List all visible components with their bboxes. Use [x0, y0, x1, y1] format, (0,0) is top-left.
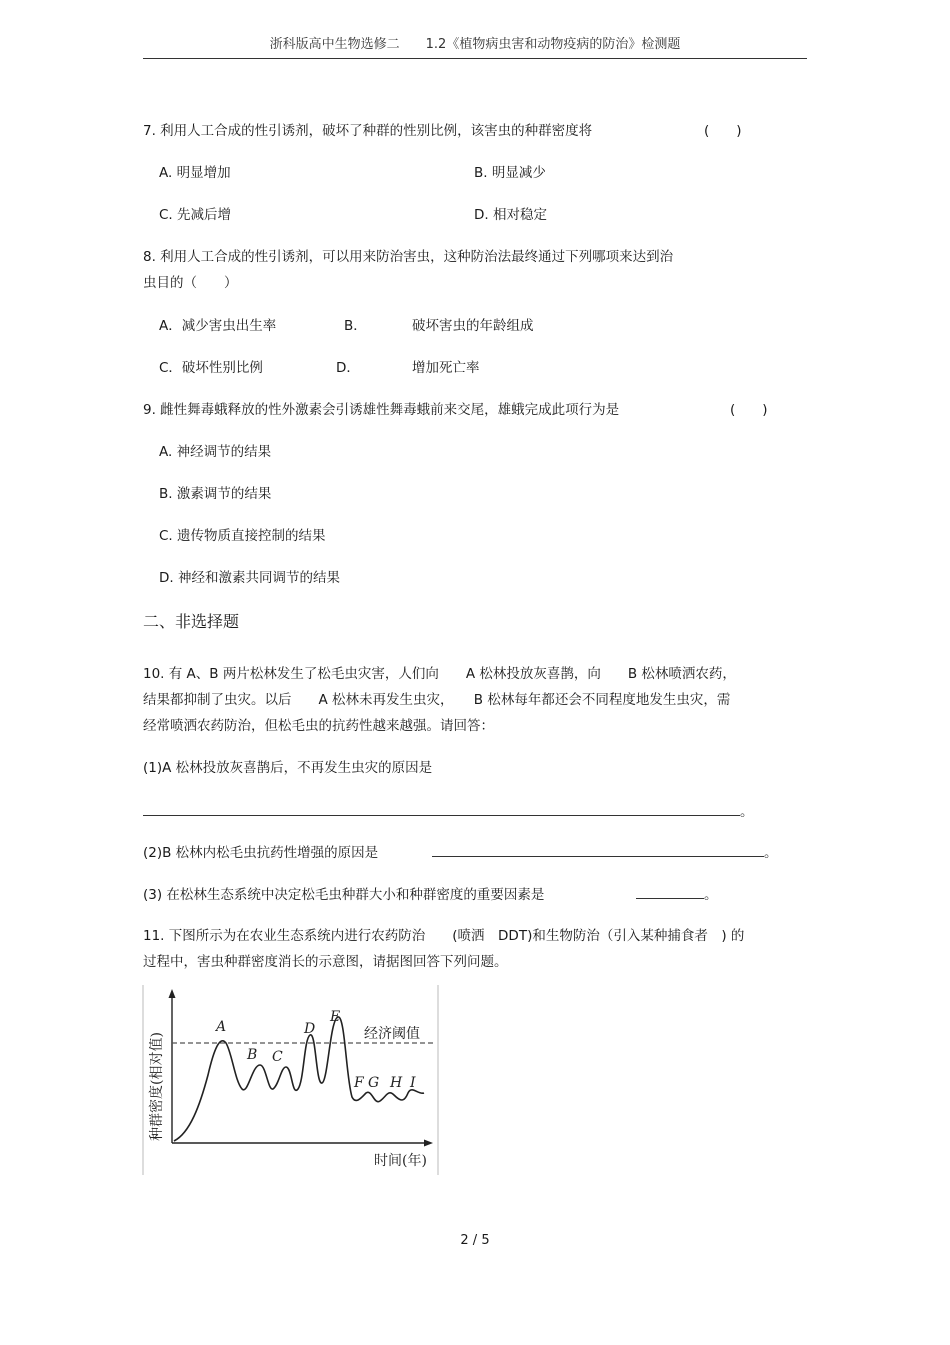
x-axis-label: 时间(年)	[374, 1153, 427, 1169]
point-label-f: F	[354, 1075, 364, 1091]
point-label-e: E	[330, 1009, 341, 1025]
threshold-label: 经济阈值	[364, 1026, 420, 1042]
page-number: 2 / 5	[460, 1233, 490, 1248]
q8-option-b-text: 破坏害虫的年龄组成	[412, 318, 534, 334]
q7-answer-bracket: ( )	[704, 123, 742, 139]
point-label-h: H	[390, 1075, 403, 1091]
q10-part2-blank[interactable]	[432, 844, 764, 857]
q9-stem: 9. 雌性舞毒蛾释放的性外激素会引诱雄性舞毒蛾前来交尾，雄蛾完成此项行为是	[143, 402, 620, 418]
q9-option-a: A. 神经调节的结果	[159, 444, 272, 460]
q11-stem-line2: 过程中，害虫种群密度消长的示意图，请据图回答下列问题。	[143, 954, 508, 970]
q8-stem-line1: 8. 利用人工合成的性引诱剂，可以用来防治害虫，这种防治法最终通过下列哪项来达到治	[143, 249, 674, 265]
q10-part1-answer-line[interactable]	[143, 800, 754, 820]
point-label-g: G	[368, 1075, 380, 1091]
section-title: 二、非选择题	[143, 612, 240, 631]
q10-stem-line3: 经常喷洒农药防治，但松毛虫的抗药性越来越强。请回答：	[143, 718, 494, 734]
point-label-i: I	[410, 1075, 416, 1091]
q8-option-d-letter: D．	[336, 360, 360, 376]
q10-part3-prompt: (3) 在松林生态系统中决定松毛虫种群大小和种群密度的重要因素是	[143, 887, 545, 903]
q10-part3-answer-line[interactable]	[636, 883, 718, 903]
q9-option-c: C. 遗传物质直接控制的结果	[159, 528, 326, 544]
q9-answer-bracket: ( )	[730, 402, 768, 418]
q11-stem-line1: 11. 下图所示为在农业生态系统内进行农药防治 (喷洒 DDT)和生物防治（引入某种捕食者 ) 的	[143, 928, 745, 944]
q7-option-b: B. 明显减少	[474, 165, 546, 181]
q10-part1-blank[interactable]	[143, 803, 740, 816]
population-density-figure	[142, 985, 442, 1175]
q7-option-a: A. 明显增加	[159, 165, 231, 181]
x-axis-arrow	[424, 1140, 433, 1147]
q10-part1-period: 。	[740, 804, 754, 820]
q10-part2-prompt: (2)B 松林内松毛虫抗药性增强的原因是	[143, 845, 379, 861]
q10-stem-line1: 10. 有 A、B 两片松林发生了松毛虫灾害，人们向 A 松林投放灰喜鹊，向 B 松林喷洒农药，	[143, 666, 736, 682]
q10-part1-prompt: (1)A 松林投放灰喜鹊后，不再发生虫灾的原因是	[143, 760, 433, 776]
q10-part3-period: 。	[704, 887, 718, 903]
q8-option-d-text: 增加死亡率	[412, 360, 480, 376]
y-axis-arrow	[169, 989, 176, 998]
q8-stem-line2: 虫目的（ ）	[143, 275, 238, 291]
q9-option-d: D. 神经和激素共同调节的结果	[159, 570, 340, 586]
point-label-d: D	[304, 1021, 316, 1037]
q10-stem-line2: 结果都抑制了虫灾。以后 A 松林未再发生虫灾， B 松林每年都还会不同程度地发生虫灾，需	[143, 692, 731, 708]
q7-option-d: D. 相对稳定	[474, 207, 547, 223]
point-label-a: A	[216, 1019, 227, 1035]
q10-part3-blank[interactable]	[636, 886, 704, 899]
page-header: 浙科版高中生物选修二 1.2《植物病虫害和动物疫病的防治》检测题	[269, 37, 681, 52]
q10-part2-period: 。	[764, 845, 778, 861]
q8-option-a: A．减少害虫出生率	[159, 318, 277, 334]
header-divider	[143, 58, 807, 59]
point-label-c: C	[272, 1049, 283, 1065]
q7-stem: 7. 利用人工合成的性引诱剂，破坏了种群的性别比例，该害虫的种群密度将	[143, 123, 593, 139]
q10-part2-answer-line[interactable]	[432, 841, 778, 861]
q9-option-b: B. 激素调节的结果	[159, 486, 272, 502]
q7-option-c: C. 先减后增	[159, 207, 232, 223]
q8-option-b-letter: B．	[344, 318, 367, 334]
point-label-b: B	[247, 1047, 258, 1063]
q8-option-c: C．破坏性别比例	[159, 360, 263, 376]
y-axis-label: 种群密度(相对值)	[149, 1032, 165, 1141]
